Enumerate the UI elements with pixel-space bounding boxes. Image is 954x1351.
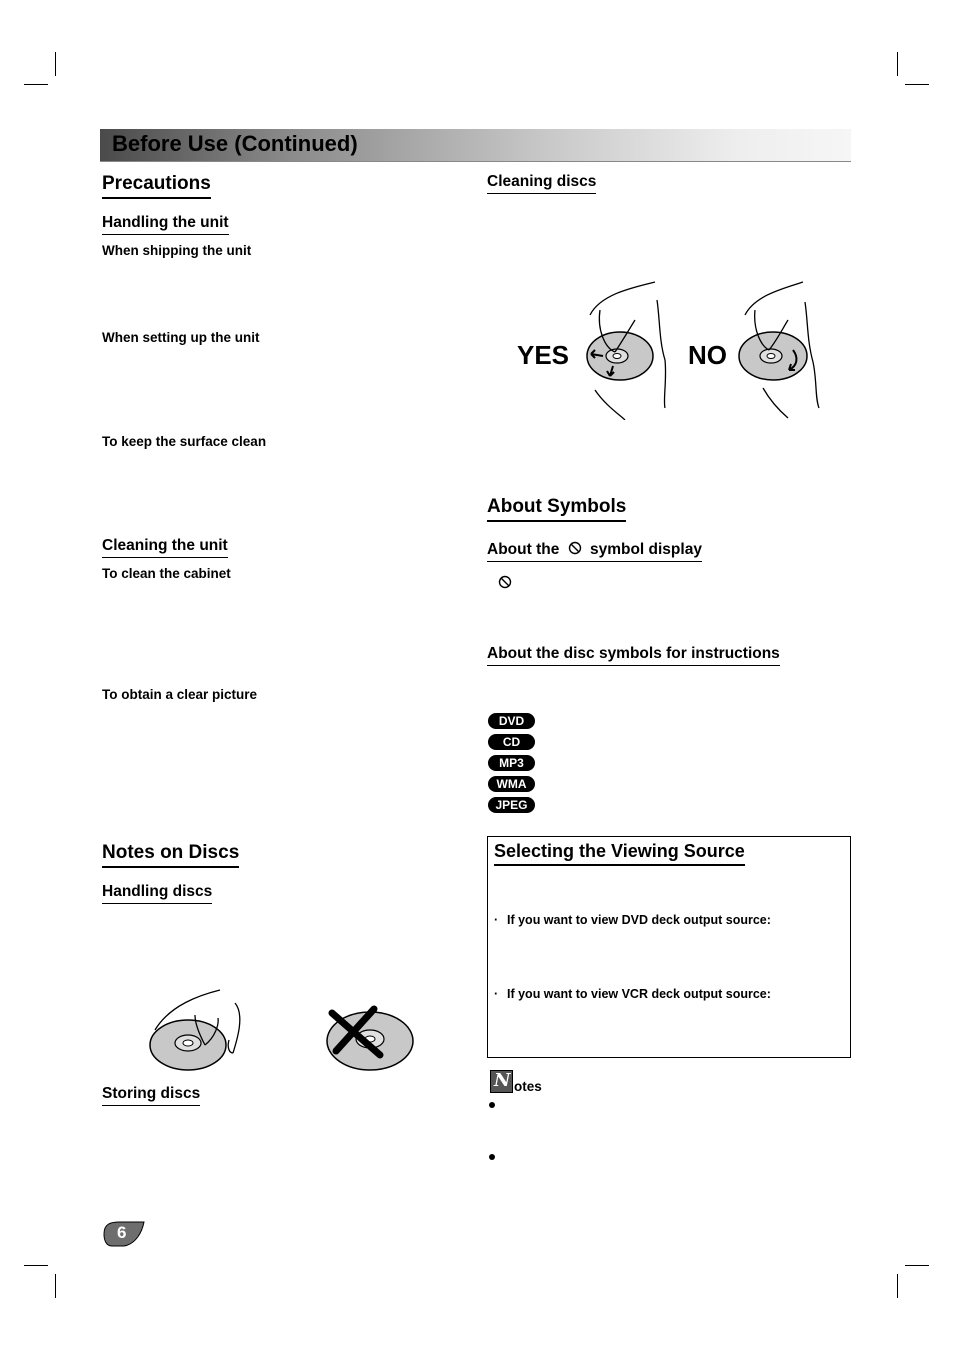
bullet-marker: · xyxy=(494,913,499,927)
heading-cleaning-discs: Cleaning discs xyxy=(487,173,596,194)
cleaning-disc-no-illustration xyxy=(733,280,828,420)
crop-mark xyxy=(55,1274,56,1298)
notes-icon-letter: N xyxy=(494,1070,511,1091)
disc-badge-dvd: DVD xyxy=(488,713,535,729)
crop-mark xyxy=(55,52,56,76)
yes-label: YES xyxy=(517,340,570,370)
no-label: NO xyxy=(688,340,727,370)
page-number: 6 xyxy=(117,1223,127,1242)
cleaning-disc-yes-illustration xyxy=(575,280,670,420)
vcr-source-bullet: If you want to view VCR deck output source: xyxy=(507,987,771,1001)
notes-icon xyxy=(490,1070,513,1093)
bullet-marker: · xyxy=(494,987,499,1001)
section-banner xyxy=(100,129,851,161)
heading-storing-discs: Storing discs xyxy=(102,1085,200,1106)
disc-badge-jpeg: JPEG xyxy=(488,797,535,813)
heading-precautions: Precautions xyxy=(102,173,211,199)
heading-symbol-display xyxy=(487,541,702,562)
viewing-source-box xyxy=(487,836,851,1058)
symbol-display-text-post: symbol display xyxy=(589,541,702,558)
disc-badge-wma: WMA xyxy=(488,776,535,792)
subheading-setting-up: When setting up the unit xyxy=(102,330,260,345)
subheading-surface-clean: To keep the surface clean xyxy=(102,434,267,449)
symbol-display-text-pre: About the xyxy=(487,541,560,558)
prohibited-icon xyxy=(498,575,512,589)
subheading-shipping: When shipping the unit xyxy=(102,243,252,258)
page-title: Before Use (Continued) xyxy=(112,131,358,156)
subheading-clear-picture: To obtain a clear picture xyxy=(102,687,258,702)
notes-bullet xyxy=(489,1102,495,1108)
crop-mark xyxy=(897,1274,898,1298)
heading-handling-discs: Handling discs xyxy=(102,883,212,904)
disc-badge-mp3: MP3 xyxy=(488,755,535,771)
crop-mark xyxy=(24,1265,48,1266)
heading-about-symbols: About Symbols xyxy=(487,496,626,522)
crop-mark xyxy=(905,1265,929,1266)
heading-viewing-source: Selecting the Viewing Source xyxy=(494,841,745,866)
subheading-clean-cabinet: To clean the cabinet xyxy=(102,566,231,581)
crop-mark xyxy=(24,84,48,85)
crop-mark xyxy=(897,52,898,76)
disc-correct-handling-illustration xyxy=(145,985,255,1075)
heading-notes-on-discs: Notes on Discs xyxy=(102,842,239,868)
disc-badge-cd: CD xyxy=(488,734,535,750)
notes-bullet xyxy=(489,1154,495,1160)
crop-mark xyxy=(905,84,929,85)
heading-handling-unit: Handling the unit xyxy=(102,214,229,235)
disc-incorrect-handling-illustration xyxy=(322,1005,417,1075)
prohibited-icon xyxy=(568,541,582,555)
heading-cleaning-unit: Cleaning the unit xyxy=(102,537,228,558)
heading-disc-symbols: About the disc symbols for instructions xyxy=(487,645,780,666)
notes-label: otes xyxy=(514,1079,542,1094)
dvd-source-bullet: If you want to view DVD deck output source: xyxy=(507,913,771,927)
